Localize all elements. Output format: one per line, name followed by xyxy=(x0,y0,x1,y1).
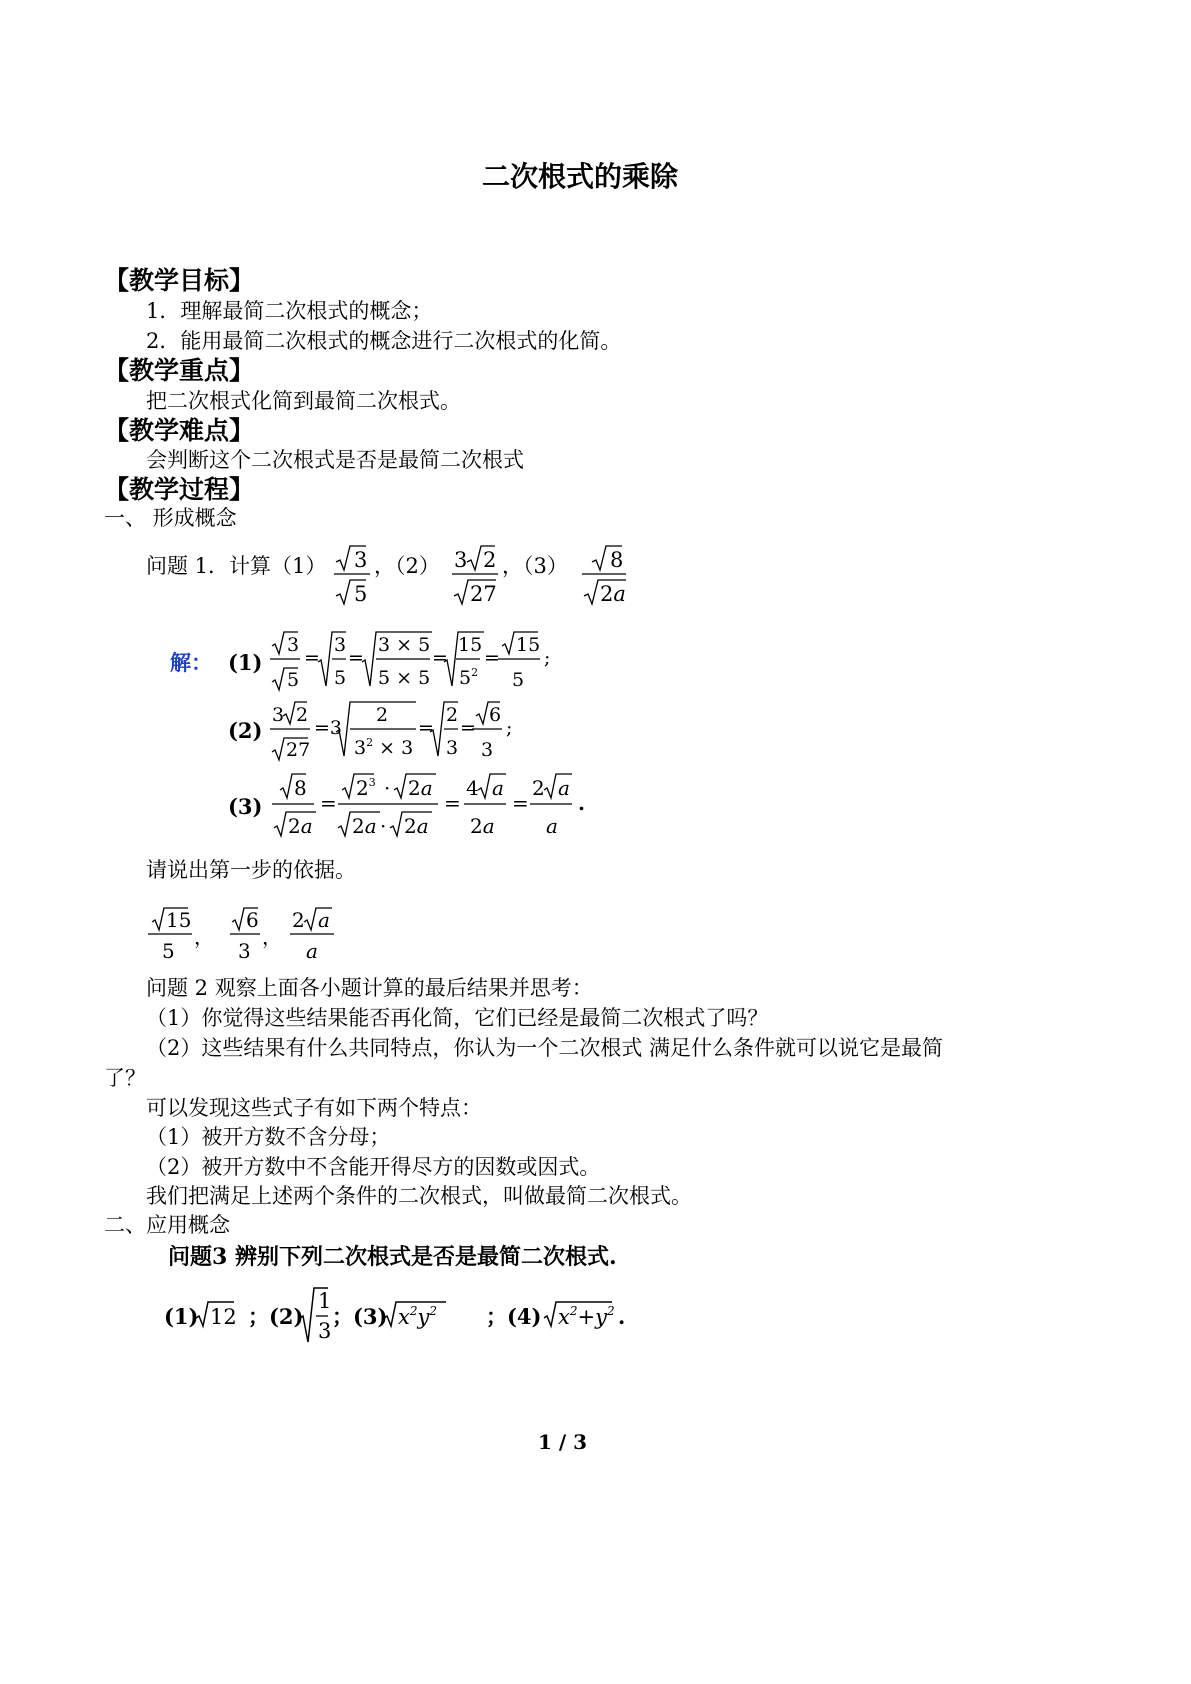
svg-text:5: 5 xyxy=(512,669,525,691)
svg-text:(1): (1) xyxy=(164,1304,199,1329)
svg-text:a: a xyxy=(306,939,318,963)
problem-2: 问题 2 观察上面各小题计算的最后结果并思考： xyxy=(146,976,593,1000)
svg-text:3: 3 xyxy=(454,548,468,572)
problem-2-item-2: （2）这些结果有什么共同特点，你认为一个二次根式 满足什么条件就可以说它是最简 xyxy=(146,1036,944,1060)
svg-text:=: = xyxy=(512,791,529,815)
problem-3: 问题3 辨别下列二次根式是否是最简二次根式. xyxy=(168,1244,617,1270)
svg-text:2: 2 xyxy=(446,704,459,726)
svg-text:8: 8 xyxy=(610,548,624,572)
svg-text:15: 15 xyxy=(458,634,483,656)
svg-text:;: ; xyxy=(544,647,551,669)
solution-1-math xyxy=(266,624,566,694)
svg-text:·: · xyxy=(384,776,391,800)
svg-text:12: 12 xyxy=(210,1305,237,1329)
svg-text:x2+y2: $x^2+y^2$ xyxy=(558,1304,615,1329)
problem-1-sep-3: ，（3） xyxy=(502,554,568,578)
results-row xyxy=(144,900,344,966)
finding-text: 可以发现这些式子有如下两个特点： xyxy=(146,1096,482,1120)
svg-text:6: 6 xyxy=(489,704,502,726)
svg-text:2a: 2a xyxy=(288,814,313,838)
svg-text:27: 27 xyxy=(470,582,497,606)
key-heading: 【教学重点】 xyxy=(104,356,255,385)
solution-3-math xyxy=(266,766,596,842)
feature-1: （1）被开方数不含分母； xyxy=(146,1125,391,1149)
svg-text:2: 2 xyxy=(376,704,389,726)
problem-1-sep-2: ，（2） xyxy=(374,554,440,578)
svg-text:6: 6 xyxy=(246,908,259,932)
difficulty-text: 会判断这个二次根式是否是最简二次根式 xyxy=(146,448,524,472)
problem-2-item-2-cont: 了？ xyxy=(104,1066,146,1090)
solution-2-label: (2) xyxy=(228,718,263,743)
svg-text:=: = xyxy=(304,647,320,669)
problem-1-prefix: 问题 1．计算（1） xyxy=(146,554,327,578)
part-two-heading: 二、应用概念 xyxy=(104,1213,230,1237)
svg-text:x2y2: $x^2y^2$ xyxy=(398,1304,437,1329)
svg-text:;: ; xyxy=(506,717,513,739)
svg-text:3 × 5: 3 × 5 xyxy=(378,634,431,656)
svg-text:2: 2 xyxy=(296,704,309,726)
svg-text:2: 2 xyxy=(483,548,497,572)
svg-text:，: ， xyxy=(262,925,282,949)
svg-text:2a: 2a xyxy=(408,776,433,800)
part-one-heading: 一、 形成概念 xyxy=(104,506,237,530)
solution-3-label: (3) xyxy=(228,794,263,819)
svg-text:5 × 5: 5 × 5 xyxy=(378,667,431,689)
svg-text:5: 5 xyxy=(287,669,300,691)
svg-text:.: . xyxy=(578,791,585,815)
goal-item-2: 2．能用最简二次根式的概念进行二次根式的化简。 xyxy=(146,329,622,353)
svg-text:2a: 2a xyxy=(404,814,429,838)
svg-text:2: 2 xyxy=(532,776,545,800)
svg-text:15: 15 xyxy=(166,908,192,932)
svg-text:4: 4 xyxy=(466,776,479,800)
svg-text:8: 8 xyxy=(294,776,307,800)
svg-text:·: · xyxy=(380,814,387,838)
svg-text:15: 15 xyxy=(516,634,541,656)
problem-2-item-1: （1）你觉得这些结果能否再化简，它们已经是最简二次根式了吗？ xyxy=(146,1006,769,1030)
svg-text:3: 3 xyxy=(481,739,494,761)
definition: 我们把满足上述两个条件的二次根式，叫做最简二次根式。 xyxy=(146,1184,692,1208)
solution-2-math xyxy=(266,694,526,764)
svg-text:23: $2^3$ xyxy=(356,776,376,800)
svg-text:27: 27 xyxy=(286,739,311,761)
svg-text:2a: 2a xyxy=(470,814,495,838)
svg-text:5: 5 xyxy=(162,939,175,963)
svg-text:a: a xyxy=(546,814,558,838)
difficulty-heading: 【教学难点】 xyxy=(104,416,255,445)
svg-text:2a: 2a xyxy=(600,582,626,606)
svg-text:2a: 2a xyxy=(352,814,377,838)
svg-text:3: 3 xyxy=(238,939,251,963)
svg-text:；(4): ；(4) xyxy=(486,1304,542,1329)
svg-text:；(2): ；(2) xyxy=(248,1304,304,1329)
page-number: 1 / 3 xyxy=(538,1430,588,1454)
svg-text:.: . xyxy=(618,1304,626,1329)
solution-label: 解： xyxy=(170,650,212,675)
svg-text:3: 3 xyxy=(446,737,459,759)
goal-item-1: 1．理解最简二次根式的概念； xyxy=(146,299,433,323)
svg-text:3: 3 xyxy=(272,704,285,726)
svg-text:=: = xyxy=(432,647,448,669)
svg-text:a: a xyxy=(492,776,504,800)
page-title: 二次根式的乘除 xyxy=(482,160,679,193)
svg-text:52: $5^2$ xyxy=(459,666,479,689)
svg-text:3: 3 xyxy=(318,1319,332,1343)
key-text: 把二次根式化简到最简二次根式。 xyxy=(146,389,461,413)
svg-text:=: = xyxy=(484,647,500,669)
svg-text:3: 3 xyxy=(334,634,347,656)
basis-question: 请说出第一步的依据。 xyxy=(146,858,356,882)
svg-text:=: = xyxy=(444,791,461,815)
solution-1-label: (1) xyxy=(228,650,263,675)
svg-text:=: = xyxy=(348,647,364,669)
svg-text:，: ， xyxy=(194,925,214,949)
process-heading: 【教学过程】 xyxy=(104,475,255,504)
svg-text:a: a xyxy=(558,776,570,800)
svg-text:3: 3 xyxy=(354,548,368,572)
svg-text:5: 5 xyxy=(334,667,347,689)
svg-text:5: 5 xyxy=(354,582,368,606)
svg-text:a: a xyxy=(318,908,330,932)
svg-text:32 × 3: $3^2 \times 3$ xyxy=(354,736,414,759)
problem-3-math xyxy=(160,1284,660,1350)
svg-text:1: 1 xyxy=(318,1289,332,1313)
feature-2: （2）被开方数中不含能开得尽方的因数或因式。 xyxy=(146,1155,601,1179)
goal-heading: 【教学目标】 xyxy=(104,266,255,295)
svg-text:2: 2 xyxy=(292,908,305,932)
svg-text:；(3): ；(3) xyxy=(332,1304,388,1329)
svg-text:=: = xyxy=(460,717,476,739)
svg-text:=3: =3 xyxy=(314,717,343,739)
svg-text:3: 3 xyxy=(287,634,300,656)
svg-text:=: = xyxy=(418,717,434,739)
svg-text:=: = xyxy=(320,791,337,815)
